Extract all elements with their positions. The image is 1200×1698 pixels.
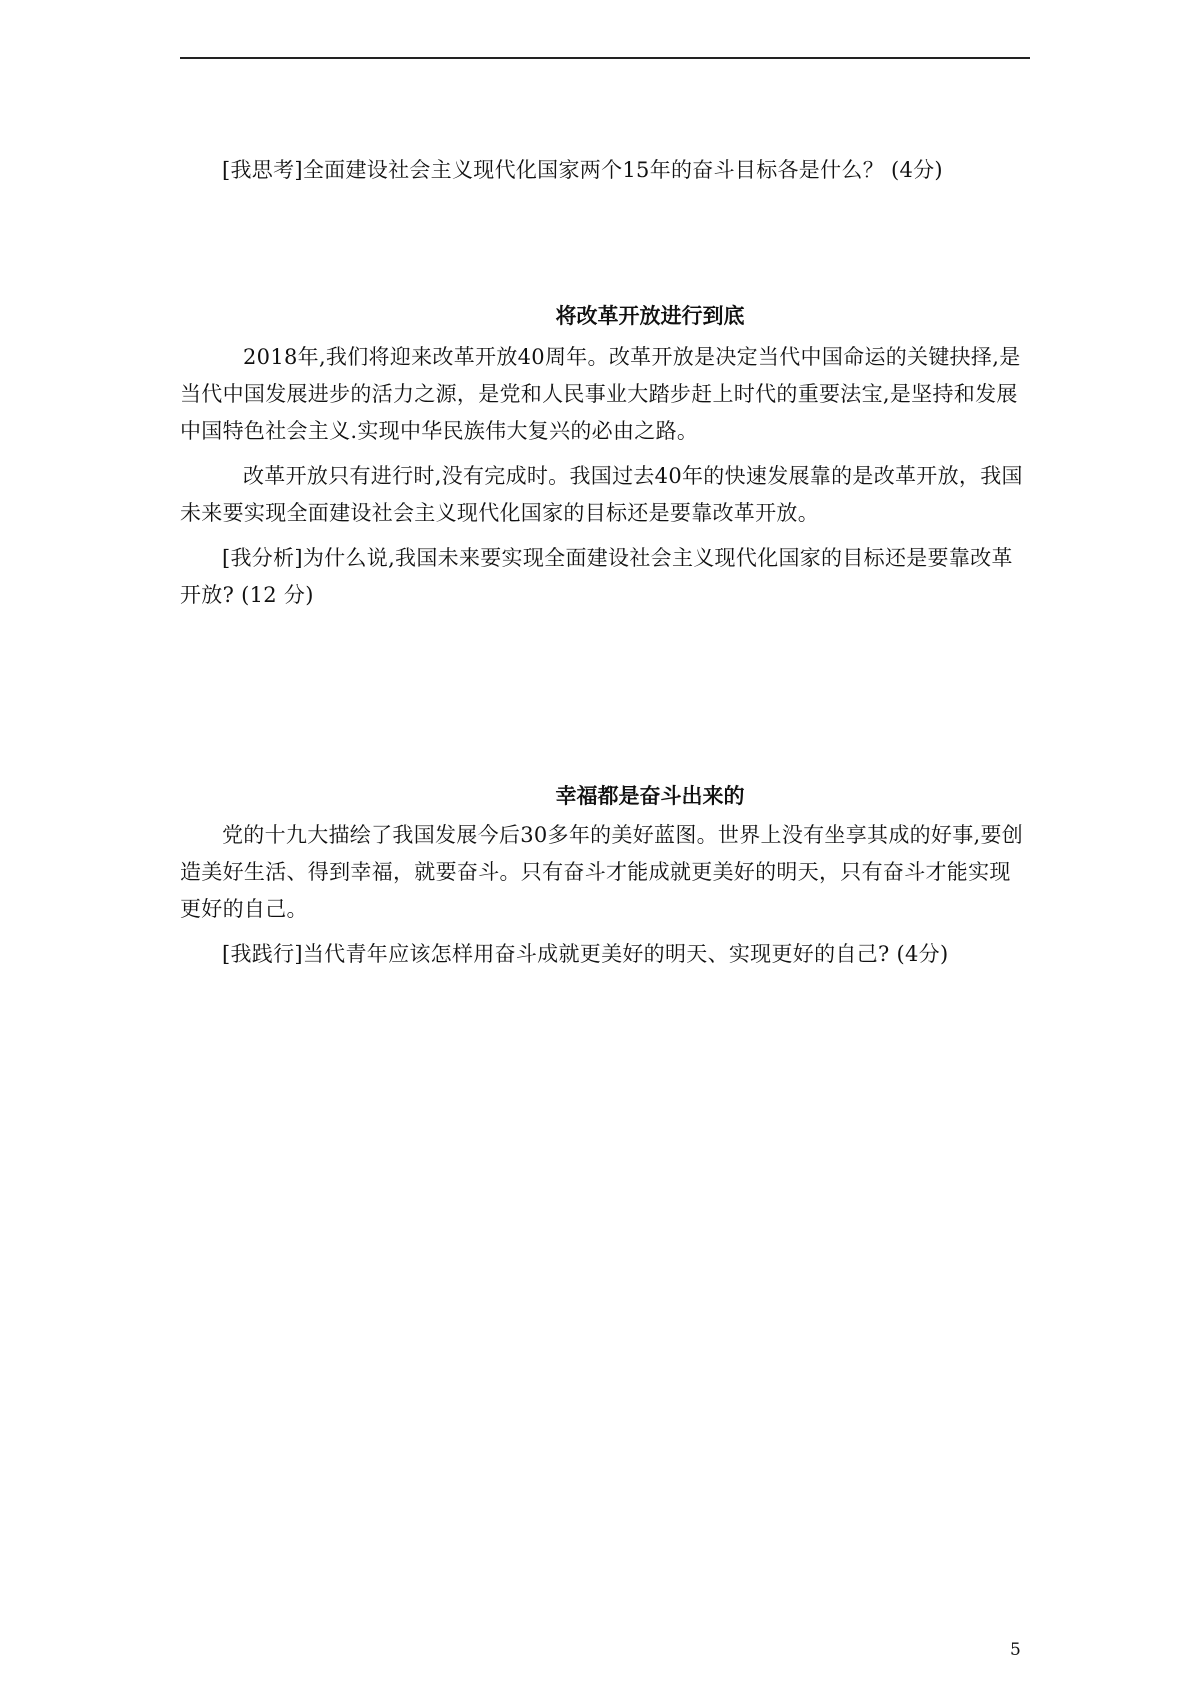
- question-reflect: [180, 152, 1030, 189]
- page-number: 5: [1010, 1640, 1021, 1660]
- section-title-reform: 将改革开放进行到底: [555, 304, 745, 328]
- header-rule: [180, 57, 1030, 59]
- question-practice: [我践行]当代青年应该怎样用奋斗成就更美好的明天、实现更好的自己? (4分): [222, 942, 949, 966]
- reform-paragraph-1: 2018年,我们将迎来改革开放40周年。改革开放是决定当代中国命运的关键抉择,是当代中国发展进步的活力之源，是党和人民事业大踏步赶上时代的重要法宝,是坚持和发展中国特色社会主义.实现中华民族伟大复兴的必由之路。: [180, 345, 1021, 443]
- reform-paragraph-2: 改革开放只有进行时,没有完成时。我国过去40年的快速发展靠的是改革开放，我国未来要实现全面建设社会主义现代化国家的目标还是要靠改革开放。: [180, 464, 1023, 525]
- happiness-paragraph-1: 党的十九大描绘了我国发展今后30多年的美好蓝图。世界上没有坐享其成的好事,要创造美好生活、得到幸福，就要奋斗。只有奋斗才能成就更美好的明天，只有奋斗才能实现更好的自己。: [180, 823, 1024, 921]
- section-reform-body: [180, 339, 1030, 614]
- section-title-happiness: 幸福都是奋斗出来的: [555, 784, 745, 808]
- question-reflect-text: [我思考]全面建设社会主义现代化国家两个15年的奋斗目标各是什么？ (4分): [222, 158, 943, 182]
- section-happiness-body: [180, 817, 1030, 973]
- question-analyze: [我分析]为什么说,我国未来要实现全面建设社会主义现代化国家的目标还是要靠改革开放? (12 分): [180, 546, 1013, 607]
